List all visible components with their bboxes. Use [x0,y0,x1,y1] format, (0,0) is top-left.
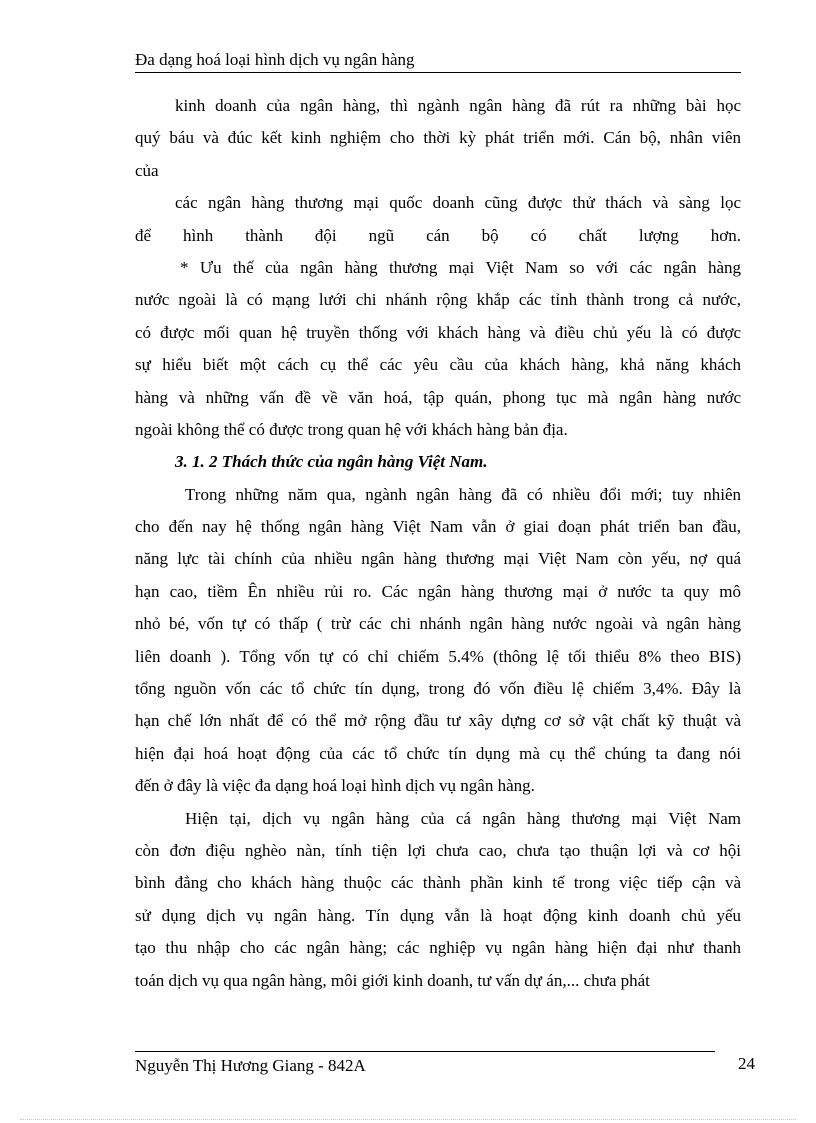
body-text-line: quý báu và đúc kết kinh nghiệm cho thời kỳ phát triển mới. Cán bộ, nhân viên [135,128,741,148]
body-text-line: để hình thành đội ngũ cán bộ có chất lượng hơn. [135,225,741,245]
body-text-line: ngoài không thể có được trong quan hệ với khách hàng bản địa. [135,419,568,439]
page-number: 24 [738,1054,755,1073]
body-text-line: hạn cao, tiềm Ên nhiều rủi ro. Các ngân hàng thương mại ở nước ta quy mô [135,581,741,601]
body-text-line: còn đơn điệu nghèo nàn, tính tiện lợi chưa cao, chưa tạo thuận lợi và cơ hội [135,840,741,860]
footer-divider [135,1051,715,1052]
page-edge-divider [20,1119,796,1120]
body-text-line: toán dịch vụ qua ngân hàng, môi giới kinh doanh, tư vấn dự án,... chưa phát [135,970,650,990]
header-title: Đa dạng hoá loại hình dịch vụ ngân hàng [135,50,415,69]
body-text-line: hàng và những vấn đề về văn hoá, tập quán, phong tục mà ngân hàng nước [135,387,741,407]
body-text-line: * Ưu thế của ngân hàng thương mại Việt Nam so với các ngân hàng [180,257,741,277]
body-text-line: tổng nguồn vốn các tổ chức tín dụng, trong đó vốn điều lệ chiếm 3,4%. Đây là [135,679,741,699]
body-text-line: Hiện tại, dịch vụ ngân hàng của cá ngân hàng thương mại Việt Nam [185,808,741,828]
body-text-line: các ngân hàng thương mại quốc doanh cũng được thử thách và sàng lọc [175,193,741,213]
body-text-line: Trong những năm qua, ngành ngân hàng đã có nhiều đổi mới; tuy nhiên [185,484,741,504]
body-text-line: hạn chế lớn nhất để có thể mở rộng đầu tư xây dựng cơ sở vật chất kỹ thuật và [135,711,741,731]
body-text-line: có được mối quan hệ truyền thống với khách hàng và điều chủ yếu là có được [135,322,741,342]
document-body [135,90,741,997]
body-text-line: của [135,160,159,180]
body-text-line: hiện đại hoá hoạt động của các tổ chức tín dụng mà cụ thể chúng ta đang nói [135,743,741,763]
body-text-line: đến ở đây là việc đa dạng hoá loại hình dịch vụ ngân hàng. [135,776,535,796]
body-text-line: cho đến nay hệ thống ngân hàng Việt Nam vẫn ở giai đoạn phát triển ban đầu, [135,517,741,537]
body-text-line: nước ngoài là có mạng lưới chi nhánh rộng khắp các tỉnh thành trong cả nước, [135,290,741,310]
body-text-line: năng lực tài chính của nhiều ngân hàng thương mại Việt Nam còn yếu, nợ quá [135,549,741,569]
body-text-line: kinh doanh của ngân hàng, thì ngành ngân hàng đã rút ra những bài học [175,96,741,115]
footer-author: Nguyễn Thị Hương Giang - 842A [135,1056,366,1075]
body-text-line: sự hiểu biết một cách cụ thể các yêu cầu của khách hàng, khả năng khách [135,355,741,375]
section-heading: 3. 1. 2 Thách thức của ngân hàng Việt Nam. [175,452,488,472]
page-header [135,50,741,73]
body-text-line: liên doanh ). Tổng vốn tự có chỉ chiếm 5.4% (thông lệ tối thiểu 8% theo BIS) [135,646,741,666]
body-text-line: sử dụng dịch vụ ngân hàng. Tín dụng vẫn là hoạt động kinh doanh chủ yếu [135,905,741,925]
body-text-line: tạo thu nhập cho các ngân hàng; các nghiệp vụ ngân hàng hiện đại như thanh [135,938,741,958]
body-text-line: nhỏ bé, vốn tự có thấp ( trừ các chi nhánh ngân hàng nước ngoài và ngân hàng [135,614,741,634]
body-text-line: bình đẳng cho khách hàng thuộc các thành phần kinh tế trong việc tiếp cận và [135,873,741,893]
